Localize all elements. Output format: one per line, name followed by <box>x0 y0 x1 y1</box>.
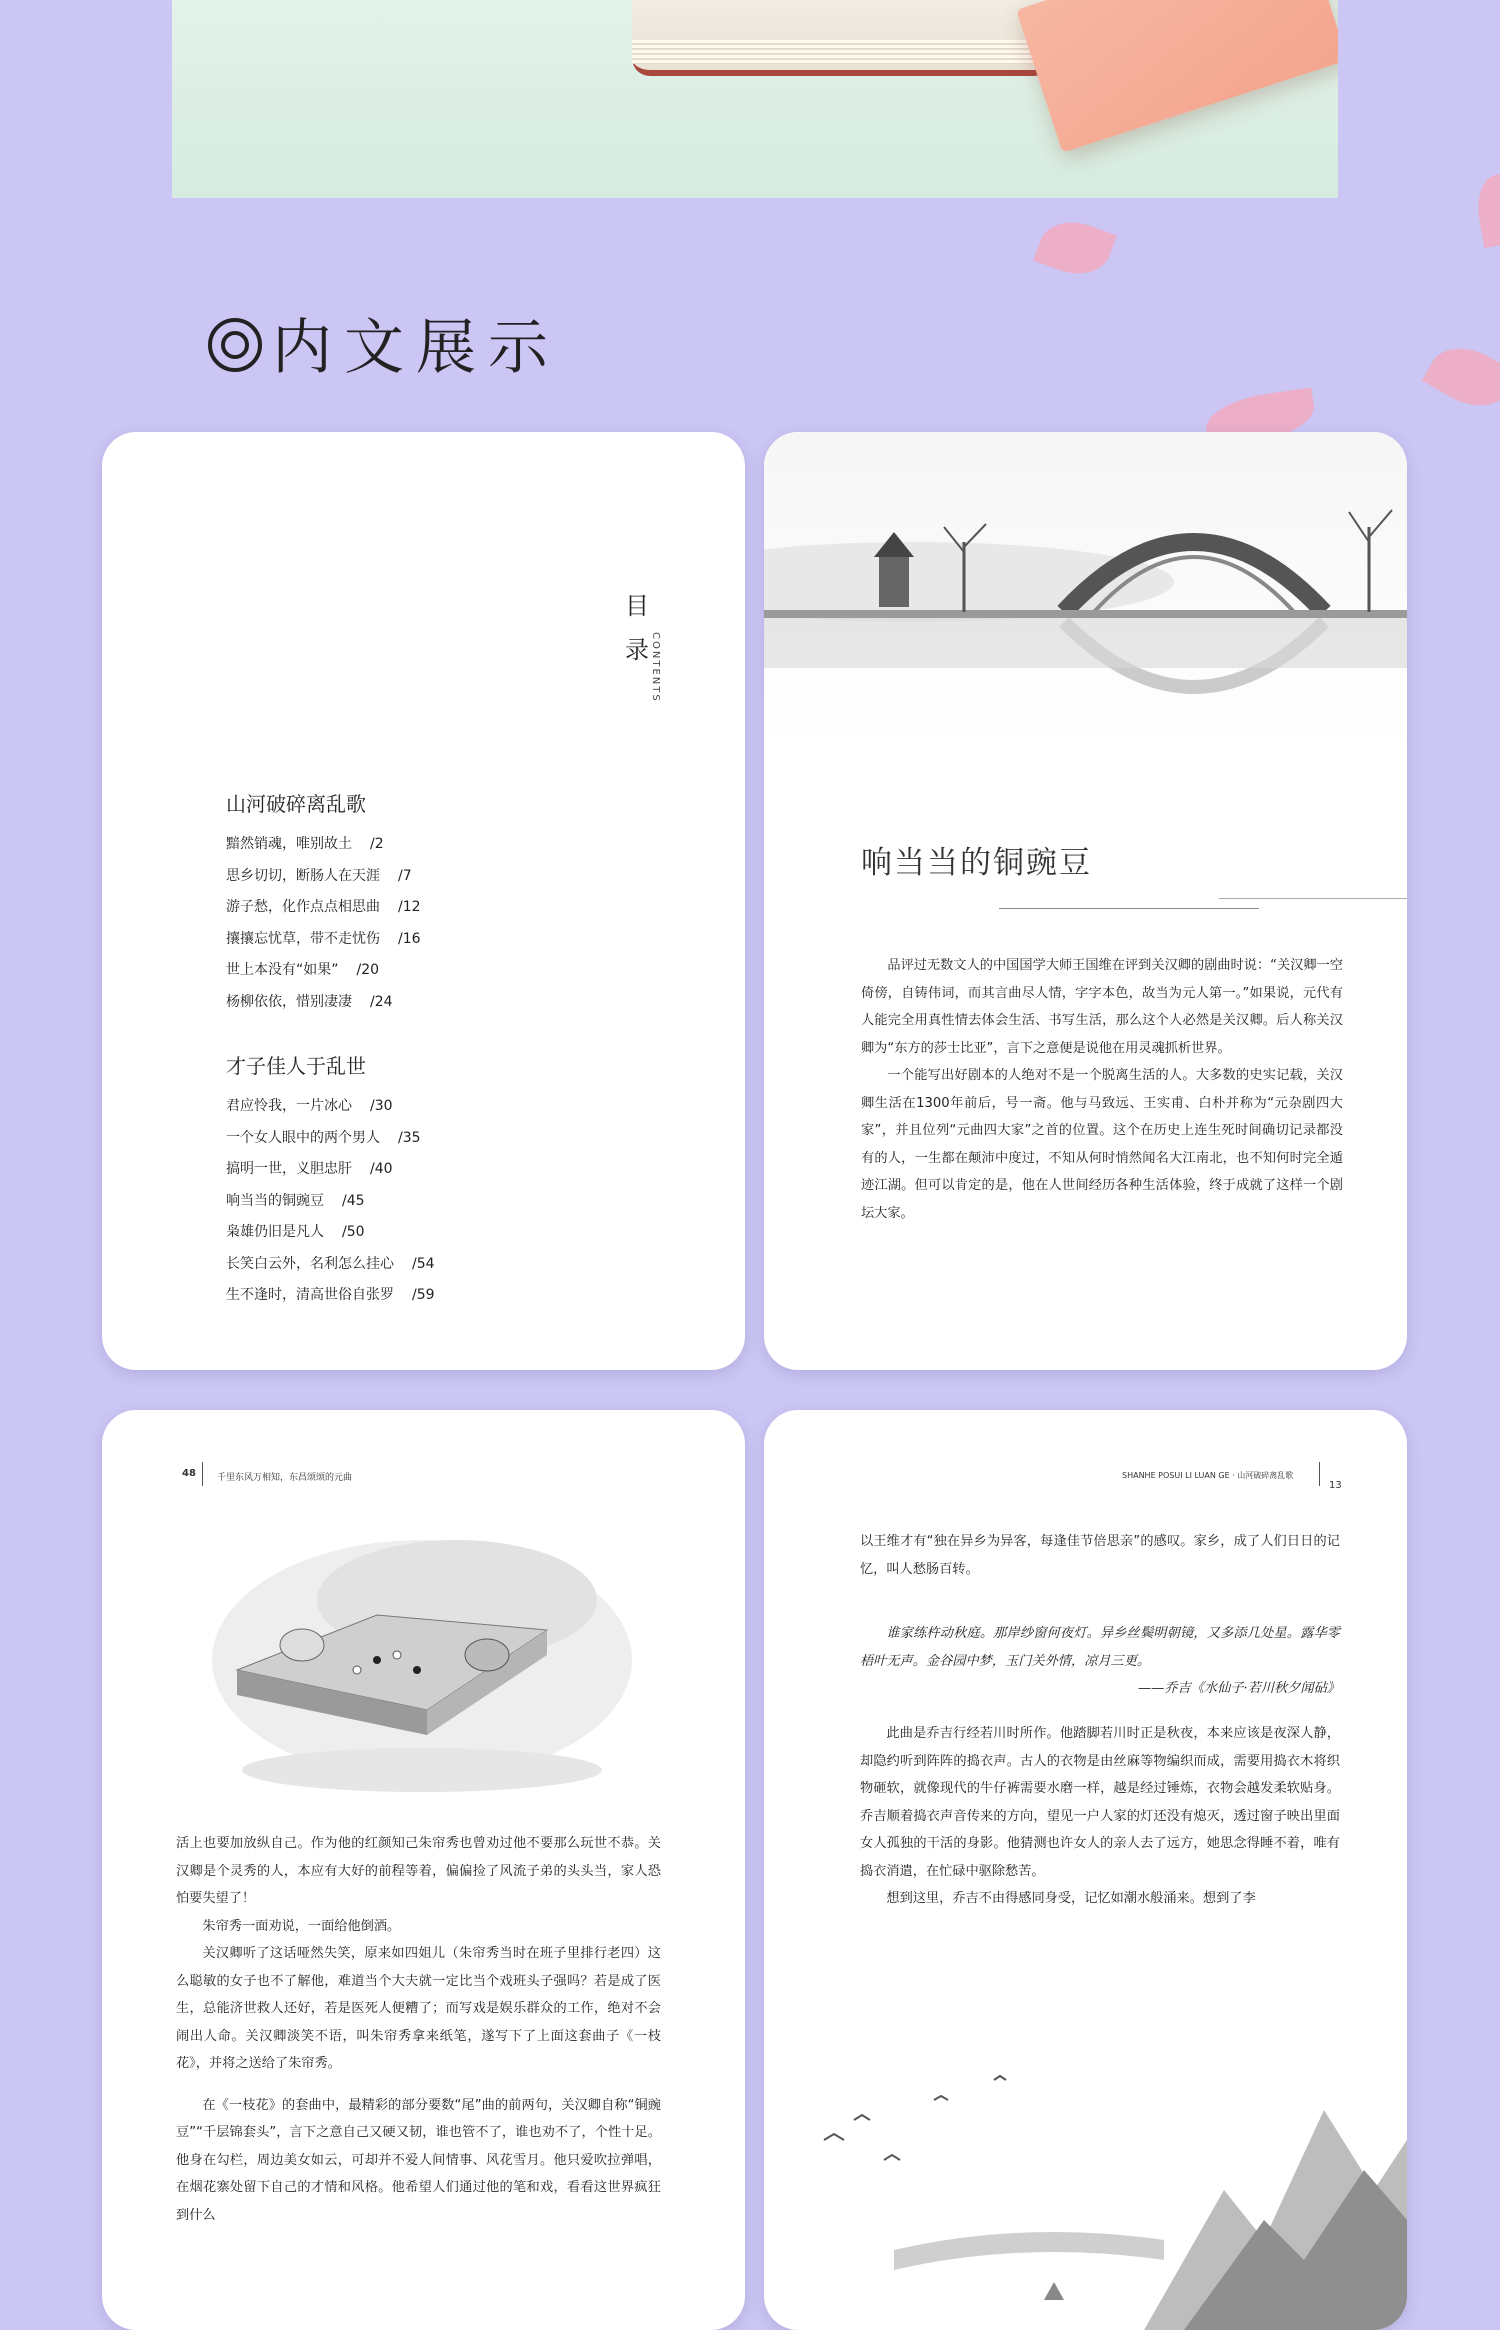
toc-entry[interactable] <box>226 955 421 987</box>
title-rule <box>999 908 1259 909</box>
petal-decoration <box>1033 212 1117 285</box>
page-lead <box>860 1528 1340 1583</box>
toc-entry-page: /2 <box>370 836 384 852</box>
toc-entry[interactable] <box>226 829 421 861</box>
toc-entry-page: /24 <box>370 993 393 1010</box>
toc-entry-page: /59 <box>412 1287 435 1303</box>
body-paragraph: 一个能写出好剧本的人绝对不是一个脱离生活的人。大多数的史实记载，关汉卿生活在1300年前后，号一斋。他与马致远、王实甫、白朴并称为“元杂剧四大家”，并且位列“元曲四大家”之首的位置。这个在历史上连生死时间确切记录都没有的人，一生都在颠沛中度过，不知从何时悄然闻名大江南北，也不知何时完全遁迹江湖。但可以肯定的是，他在人世间经历各种生活体验，终于成就了这样一个剧坛大家。 <box>861 1068 1343 1221</box>
toc-entry[interactable] <box>226 1249 435 1281</box>
toc-entry[interactable] <box>226 1280 435 1312</box>
content-page-13 <box>764 1410 1407 2330</box>
product-photo-banner <box>172 0 1338 198</box>
body-paragraph: 想到这里，乔吉不由得感同身受，记忆如潮水般涌来。想到了李 <box>886 1891 1256 1906</box>
toc-group-heading: 山河破碎离乱歌 <box>226 792 366 816</box>
toc-entry-page: /40 <box>370 1161 393 1177</box>
toc-list <box>226 829 421 1018</box>
toc-entry-title: 攘攘忘忧草，带不走忧伤 <box>226 930 380 947</box>
toc-title-en: CONTENTS <box>650 632 661 703</box>
petal-decoration <box>1472 172 1500 248</box>
toc-entry-page: /16 <box>398 930 421 947</box>
page-number: 48 <box>182 1468 196 1479</box>
toc-entry-title: 响当当的铜豌豆 <box>226 1192 324 1209</box>
toc-entry-title: 杨柳依依，惜别凄凄 <box>226 993 352 1010</box>
toc-entry-title: 思乡切切，断肠人在天涯 <box>226 867 380 884</box>
running-head: SHANHE POSUI LI LUAN GE · 山河破碎离乱歌 <box>1122 1471 1294 1480</box>
toc-title-char: 录 <box>625 636 649 664</box>
page-body <box>176 1830 661 2229</box>
toc-header <box>617 584 661 703</box>
header-divider <box>1319 1462 1320 1486</box>
body-paragraph: 品评过无数文人的中国国学大师王国维在评到关汉卿的剧曲时说：“关汉卿一空倚傍，自铸伟词，而其言曲尽人情，字字本色，故当为元人第一。”如果说，元代有人能完全用真性情去体会生活、书写生活，那么这个人必然是关汉卿。后人称关汉卿为“东方的莎士比亚”，言下之意便是说他在用灵魂抓析世界。 <box>861 958 1343 1056</box>
toc-page <box>102 432 745 1370</box>
content-page-48 <box>102 1410 745 2330</box>
body-paragraph: 此曲是乔吉行经若川时所作。他踏脚若川时正是秋夜，本来应该是夜深人静，却隐约听到阵阵的捣衣声。古人的衣物是由丝麻等物编织而成，需要用捣衣木将织物砸软，就像现代的牛仔裤需要水磨一样，越是经过锤炼，衣物会越发柔软贴身。乔吉顺着捣衣声音传来的方向，望见一户人家的灯还没有熄灭，透过窗子映出里面女人孤独的干活的身影。他猜测也许女人的亲人去了远方，她思念得睡不着，唯有捣衣消遣，在忙碌中驱除愁苦。 <box>860 1726 1340 1879</box>
go-board-illustration <box>197 1520 647 1800</box>
poem-source: ——乔吉《水仙子·若川秋夕闻砧》 <box>1137 1681 1340 1696</box>
body-paragraph: 在《一枝花》的套曲中，最精彩的部分要数“尾”曲的前两句，关汉卿自称“铜豌豆”“千层锦套头”，言下之意自己又硬又韧，谁也管不了，谁也劝不了，个性十足。他身在勾栏，周边美女如云，可却并不爱人间情事、风花雪月。他只爱吹拉弹唱，在烟花寨处留下自己的才情和风格。他希望人们通过他的笔和戏，看看这世界疯狂到什么 <box>176 2097 661 2223</box>
body-paragraph: 朱帘秀一面劝说，一面给他倒酒。 <box>202 1918 401 1934</box>
toc-group-2 <box>226 1050 435 1312</box>
toc-entry[interactable] <box>226 1217 435 1249</box>
page-body <box>860 1720 1340 1913</box>
toc-entry[interactable] <box>226 1123 435 1155</box>
toc-entry-page: /45 <box>342 1192 365 1209</box>
double-circle-icon <box>208 318 262 372</box>
running-head: 千里东风万相知，东昌颂颂的元曲 <box>217 1473 353 1483</box>
toc-entry[interactable] <box>226 861 421 893</box>
toc-entry-page: /20 <box>356 962 380 978</box>
body-paragraph: 关汉卿听了这话哑然失笑，原来如四姐儿（朱帘秀当时在班子里排行老四）这么聪敏的女子也不了解他，难道当个大夫就一定比当个戏班头子强吗？若是成了医生，总能济世救人还好，若是医死人便糟了；而写戏是娱乐群众的工作，绝对不会闹出人命。关汉卿淡笑不语，叫朱帘秀拿来纸笔，遂写下了上面这套曲子《一枝花》，并将之送给了朱帘秀。 <box>176 1946 661 2071</box>
body-paragraph: 活上也要加放纵自己。作为他的红颜知己朱帘秀也曾劝过他不要那么玩世不恭。关汉卿是个灵秀的人，本应有大好的前程等着，偏偏捡了风流子弟的头头当，家人恐怕要失望了！ <box>176 1836 661 1906</box>
petal-decoration <box>1422 334 1500 421</box>
section-title <box>208 300 560 386</box>
toc-entry[interactable] <box>226 987 421 1019</box>
header-divider <box>202 1462 203 1486</box>
toc-entry-title: 黯然销魂，唯别故土 <box>226 836 352 852</box>
book-image <box>632 0 1052 76</box>
toc-group-1 <box>226 788 421 1018</box>
article-body <box>861 952 1343 1227</box>
toc-entry-title: 长笑白云外，名利怎么挂心 <box>226 1255 394 1272</box>
poem-block <box>860 1620 1340 1703</box>
lead-paragraph: 以王维才有“独在异乡为异客，每逢佳节倍思亲”的感叹。家乡，成了人们日日的记忆，叫人愁肠百转。 <box>860 1534 1340 1577</box>
toc-entry-page: /7 <box>398 867 412 884</box>
toc-entry-page: /54 <box>412 1255 435 1272</box>
toc-group-heading: 才子佳人于乱世 <box>226 1054 366 1078</box>
toc-entry[interactable] <box>226 892 421 924</box>
toc-entry-title: 生不逢时，清高世俗自张罗 <box>226 1287 394 1303</box>
bookmark-card-image <box>1016 0 1338 153</box>
ink-landscape-illustration <box>764 1990 1407 2330</box>
poem-text: 谁家练杵动秋庭。那岸纱窗何夜灯。异乡丝鬓明朝镜，又多添几处星。露华零梧叶无声。金谷园中梦，玉门关外情，凉月三更。 <box>860 1626 1340 1669</box>
section-title-text: 内文展示 <box>272 313 560 383</box>
toc-entry-title: 游子愁，化作点点相思曲 <box>226 899 380 915</box>
toc-entry-title: 世上本没有“如果” <box>226 962 339 978</box>
article-title: 响当当的铜豌豆 <box>861 845 1092 881</box>
toc-entry[interactable] <box>226 1186 435 1218</box>
toc-entry-page: /35 <box>398 1129 421 1146</box>
toc-title-char: 目 <box>625 592 649 620</box>
toc-entry-page: /12 <box>398 899 421 915</box>
toc-entry[interactable] <box>226 1091 435 1123</box>
toc-entry-title: 枭雄仍旧是凡人 <box>226 1224 324 1240</box>
toc-entry-page: /30 <box>370 1098 393 1114</box>
toc-entry-title: 一个女人眼中的两个男人 <box>226 1129 380 1146</box>
page-number: 13 <box>1329 1480 1342 1491</box>
article-page <box>764 432 1407 1370</box>
toc-list <box>226 1091 435 1312</box>
title-rule <box>1219 898 1407 899</box>
toc-entry[interactable] <box>226 924 421 956</box>
toc-entry-page: /50 <box>342 1224 365 1240</box>
toc-entry[interactable] <box>226 1154 435 1186</box>
toc-entry-title: 君应怜我，一片冰心 <box>226 1098 352 1114</box>
toc-entry-title: 搞明一世，义胆忠肝 <box>226 1161 352 1177</box>
ink-bridge-illustration <box>764 432 1407 752</box>
